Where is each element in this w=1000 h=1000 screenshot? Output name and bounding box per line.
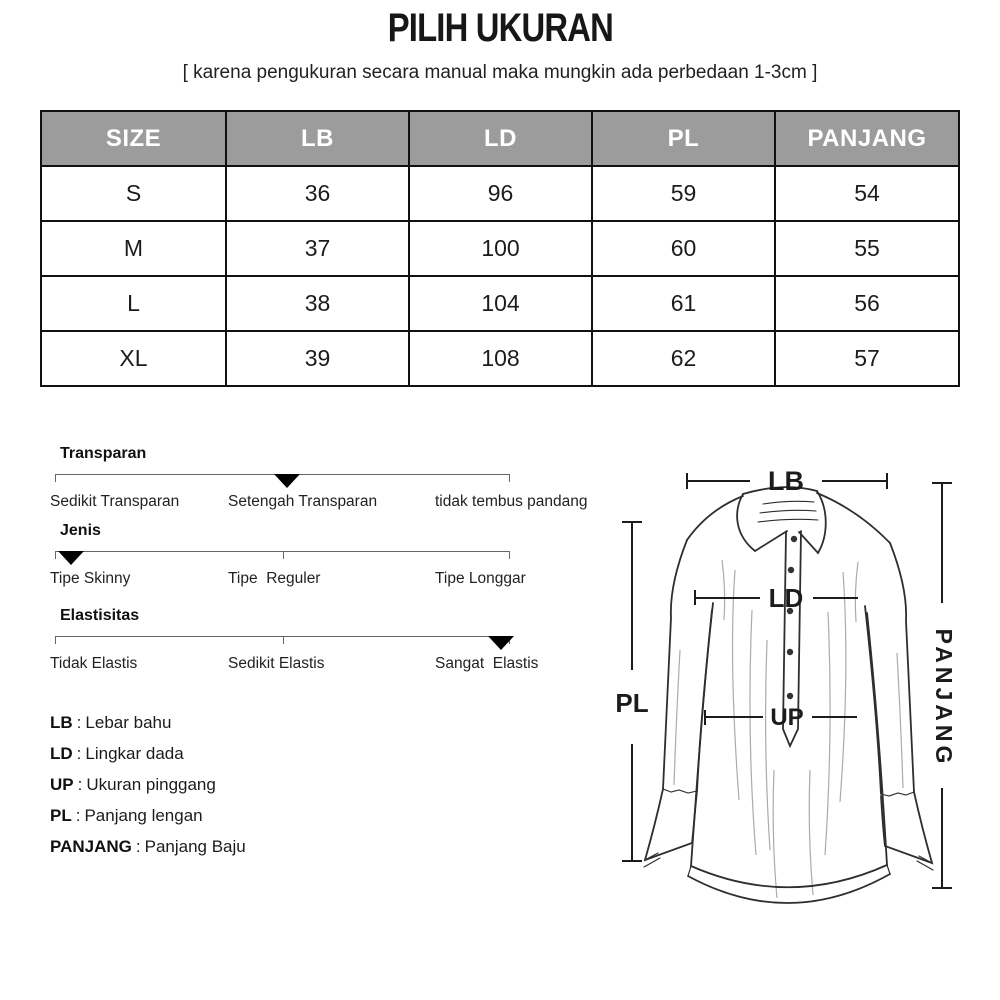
table-cell: XL — [41, 331, 226, 386]
table-header-row — [41, 111, 959, 166]
table-header-pl: PL — [592, 111, 775, 166]
scale-tick — [55, 551, 56, 559]
hem-band-bottom — [688, 874, 890, 903]
table-cell: 36 — [226, 166, 409, 221]
body-left-seam — [691, 610, 712, 866]
legend-abbr: UP — [50, 775, 74, 794]
legend-abbr: PANJANG — [50, 837, 132, 856]
page-title — [0, 6, 1000, 51]
shoulder-right — [817, 493, 890, 543]
legend-desc: Ukuran pinggang — [86, 775, 216, 794]
legend-item-pl — [50, 805, 246, 826]
legend-item-panjang — [50, 836, 246, 857]
table-cell: 55 — [775, 221, 959, 276]
scale-tick — [283, 636, 284, 644]
table-cell: S — [41, 166, 226, 221]
table-cell: 39 — [226, 331, 409, 386]
scale-jenis-track — [55, 551, 510, 567]
collar-right-leaf — [799, 491, 826, 553]
legend-separator: : — [76, 744, 82, 763]
scale-option: Tidak Elastis — [50, 655, 138, 672]
diagram-label-pl: PL — [615, 688, 649, 718]
legend-desc: Lingkar dada — [85, 744, 184, 763]
scale-option: Tipe Skinny — [50, 570, 131, 587]
table-cell: L — [41, 276, 226, 331]
legend-item-lb — [50, 712, 246, 733]
hem-band-top — [691, 865, 887, 887]
table-header-size: SIZE — [41, 111, 226, 166]
marker-triangle-icon — [274, 474, 300, 488]
table-cell: 62 — [592, 331, 775, 386]
legend-separator: : — [77, 775, 83, 794]
scale-option: Sangat Elastis — [435, 655, 539, 672]
sleeve-right-inner — [865, 606, 881, 794]
scale-tick — [509, 551, 510, 559]
scale-elastisitas-options — [40, 655, 620, 675]
table-cell: 38 — [226, 276, 409, 331]
size-table — [40, 110, 960, 387]
scale-tick — [283, 551, 284, 559]
legend-separator: : — [135, 837, 141, 856]
table-cell: 104 — [409, 276, 592, 331]
table-row — [41, 276, 959, 331]
table-row — [41, 331, 959, 386]
legend-desc: Panjang lengan — [84, 806, 203, 825]
table-row — [41, 166, 959, 221]
legend-abbr: PL — [50, 806, 72, 825]
scale-tick — [55, 474, 56, 482]
table-cell: 100 — [409, 221, 592, 276]
table-cell: 37 — [226, 221, 409, 276]
cuff-left — [645, 789, 697, 860]
legend-separator: : — [76, 713, 82, 732]
measurement-legend — [50, 712, 246, 867]
scale-elastisitas-label: Elastisitas — [60, 607, 140, 624]
scale-transparan — [40, 444, 620, 513]
diagram-label-up: UP — [770, 704, 804, 731]
scale-tick — [55, 636, 56, 644]
table-cell: 57 — [775, 331, 959, 386]
scale-transparan-label: Transparan — [60, 445, 147, 462]
scale-tick — [509, 474, 510, 482]
size-table-grid — [40, 110, 960, 387]
shirt-diagram — [600, 440, 990, 995]
legend-desc: Panjang Baju — [144, 837, 246, 856]
scale-transparan-track — [55, 474, 510, 490]
legend-item-up — [50, 774, 246, 795]
cuff-right — [881, 792, 932, 863]
page-title-text: PILIH UKURAN — [387, 6, 613, 50]
shirt-buttons — [787, 536, 797, 699]
scale-option: Sedikit Elastis — [228, 655, 325, 672]
legend-abbr: LB — [50, 713, 73, 732]
diagram-label-lb: LB — [768, 466, 804, 496]
page-subtitle: [ karena pengukuran secara manual maka mungkin ada perbedaan 1-3cm ] — [182, 62, 818, 83]
table-cell: 56 — [775, 276, 959, 331]
scale-jenis-label: Jenis — [60, 522, 101, 539]
scale-elastisitas — [40, 606, 620, 675]
table-cell: 108 — [409, 331, 592, 386]
scale-option: Tipe Longgar — [435, 570, 526, 587]
scale-jenis-options — [40, 570, 620, 590]
scale-transparan-options — [40, 493, 620, 513]
marker-triangle-icon — [58, 551, 84, 565]
scale-elastisitas-track — [55, 636, 510, 652]
shirt-diagram-svg — [600, 440, 990, 995]
table-header-panjang: PANJANG — [775, 111, 959, 166]
legend-item-ld — [50, 743, 246, 764]
scale-option: Tipe Reguler — [228, 570, 321, 587]
marker-triangle-icon — [488, 636, 514, 650]
table-cell: 60 — [592, 221, 775, 276]
table-header-lb: LB — [226, 111, 409, 166]
table-cell: 59 — [592, 166, 775, 221]
scale-option: Sedikit Transparan — [50, 493, 180, 510]
shoulder-left — [687, 496, 743, 540]
table-cell: M — [41, 221, 226, 276]
measurement-lines — [622, 473, 952, 888]
diagram-label-panjang: PANJANG — [931, 628, 957, 768]
diagram-label-ld: LD — [768, 583, 804, 613]
table-cell: 61 — [592, 276, 775, 331]
table-cell: 54 — [775, 166, 959, 221]
table-cell: 96 — [409, 166, 592, 221]
scale-option: Setengah Transparan — [228, 493, 378, 510]
legend-separator: : — [75, 806, 81, 825]
legend-desc: Lebar bahu — [85, 713, 172, 732]
scale-option: tidak tembus pandang — [435, 493, 588, 510]
table-row — [41, 221, 959, 276]
legend-abbr: LD — [50, 744, 73, 763]
scale-jenis — [40, 521, 620, 590]
table-header-ld: LD — [409, 111, 592, 166]
